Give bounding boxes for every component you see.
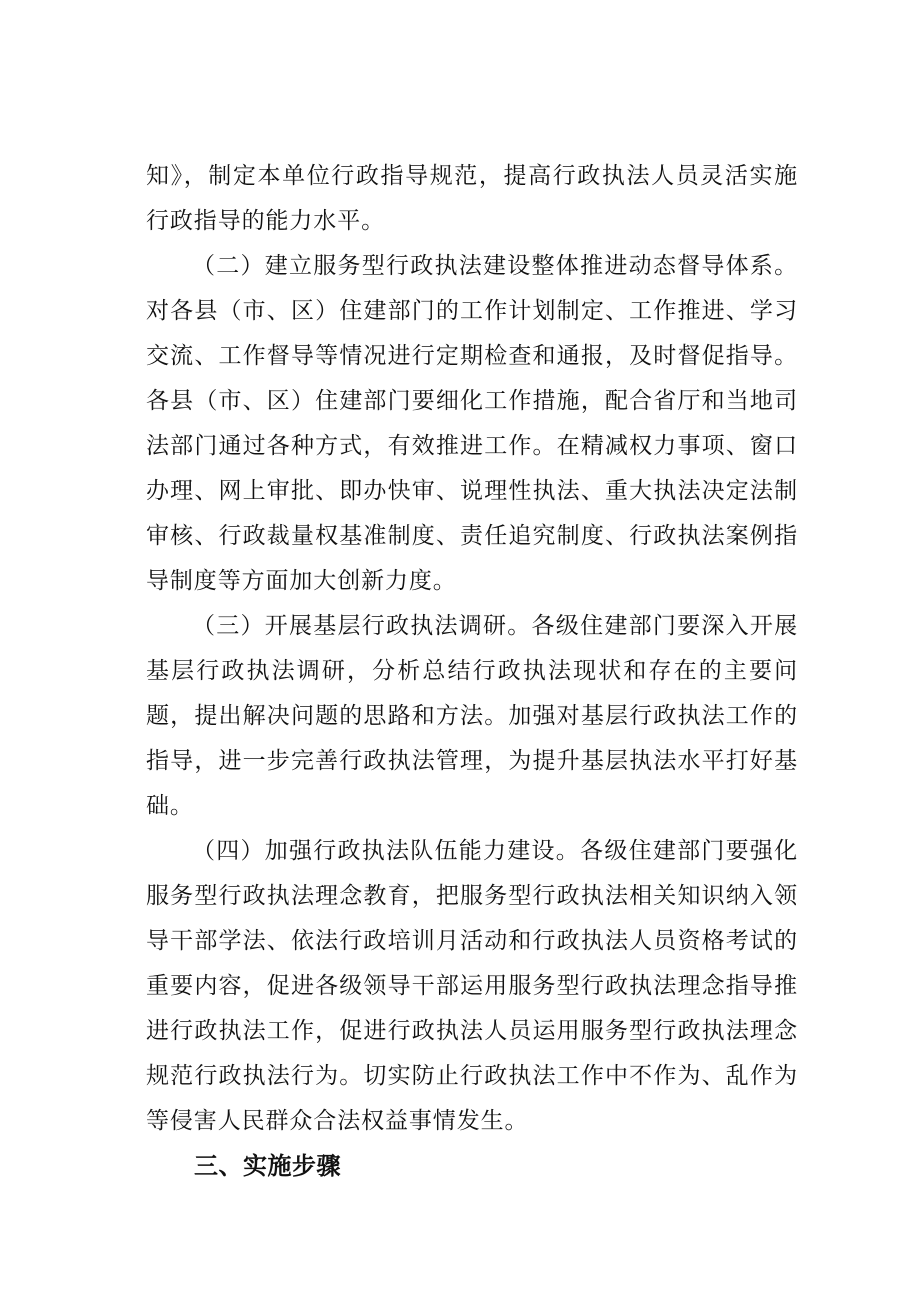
- document-body: [146, 154, 798, 1189]
- paragraph-supervision-system: （二）建立服务型行政执法建设整体推进动态督导体系。对各县（市、区）住建部门的工作计划制定、工作推进、学习交流、工作督导等情况进行定期检查和通报，及时督促指导。各县（市、区）住建部门要细化工作措施，配合省厅和当地司法部门通过各种方式，有效推进工作。在精减权力事项、窗口办理、网上审批、即办快审、说理性执法、重大执法决定法制审核、行政裁量权基准制度、责任追究制度、行政执法案例指导制度等方面加大创新力度。: [146, 253, 798, 594]
- section-heading: 三、实施步骤: [194, 1152, 341, 1180]
- paragraph-continuation: 知》，制定本单位行政指导规范，提高行政执法人员灵活实施行政指导的能力水平。: [146, 163, 798, 234]
- paragraph-grassroots-research: （三）开展基层行政执法调研。各级住建部门要深入开展基层行政执法调研，分析总结行政执法现状和存在的主要问题，提出解决问题的思路和方法。加强对基层行政执法工作的指导，进一步完善行政执法管理，为提升基层执法水平打好基础。: [146, 613, 798, 819]
- paragraph-team-capacity: （四）加强行政执法队伍能力建设。各级住建部门要强化服务型行政执法理念教育，把服务型行政执法相关知识纳入领导干部学法、依法行政培训月活动和行政执法人员资格考试的重要内容，促进各级领导干部运用服务型行政执法理念指导推进行政执法工作，促进行政执法人员运用服务型行政执法理念规范行政执法行为。切实防止行政执法工作中不作为、乱作为等侵害人民群众合法权益事情发生。: [146, 838, 798, 1134]
